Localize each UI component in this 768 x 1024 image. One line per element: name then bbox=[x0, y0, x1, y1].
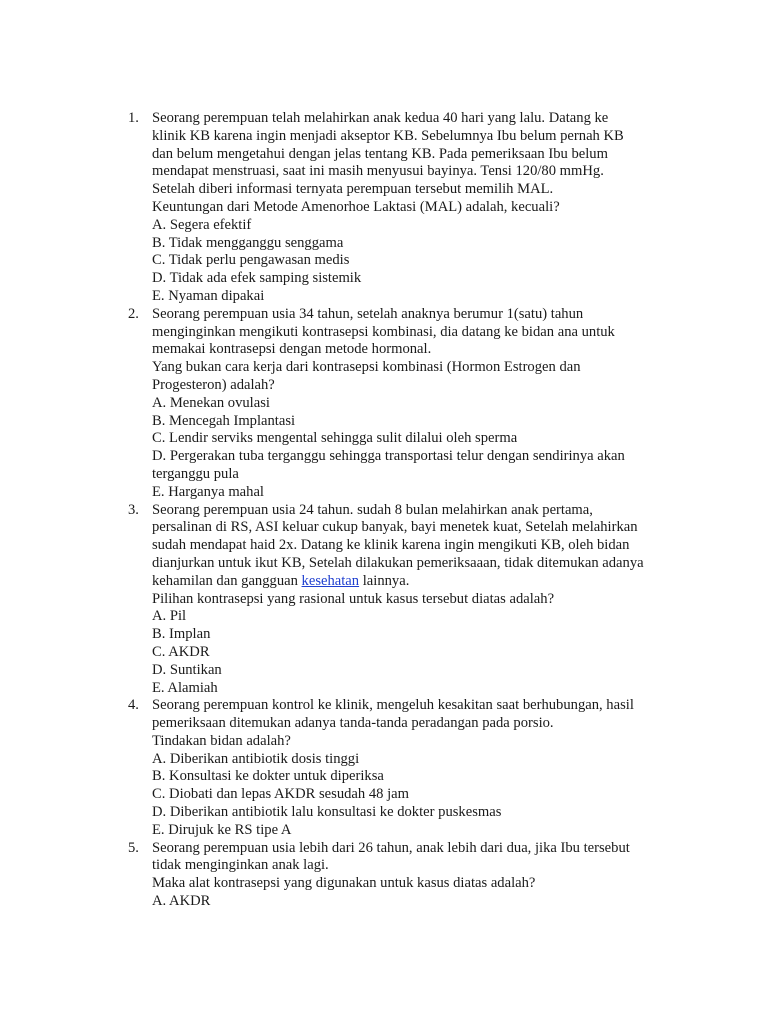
question-list bbox=[128, 110, 668, 911]
answer-option-e: E. Harganya mahal bbox=[152, 483, 264, 500]
answer-option-b: B. Tidak mengganggu senggama bbox=[152, 234, 344, 251]
question-text-line: Seorang perempuan kontrol ke klinik, mengeluh kesakitan saat berhubungan, hasil bbox=[152, 697, 634, 714]
question-prompt: Tindakan bidan adalah? bbox=[152, 732, 291, 749]
question-5 bbox=[128, 840, 668, 911]
answer-options bbox=[152, 893, 668, 911]
question-number: 4. bbox=[128, 697, 139, 714]
answer-option-c: C. Tidak perlu pengawasan medis bbox=[152, 252, 350, 269]
question-text-line: persalinan di RS, ASI keluar cukup banyak, bayi menetek kuat, Setelah melahirkan bbox=[152, 519, 638, 536]
question-prompt: Pilihan kontrasepsi yang rasional untuk kasus tersebut diatas adalah? bbox=[152, 590, 555, 607]
question-text-line: Seorang perempuan usia 24 tahun. sudah 8 bulan melahirkan anak pertama, bbox=[152, 501, 593, 518]
answer-option-a: A. Menekan ovulasi bbox=[152, 394, 270, 411]
answer-option-e: E. Nyaman dipakai bbox=[152, 287, 265, 304]
question-text-line: dianjurkan untuk ikut KB, Setelah dilakukan pemeriksaaan, tidak ditemukan adanya bbox=[152, 554, 644, 571]
answer-option-d: D. Tidak ada efek samping sistemik bbox=[152, 270, 362, 287]
question-text-line: Seorang perempuan telah melahirkan anak kedua 40 hari yang lalu. Datang ke bbox=[152, 110, 609, 126]
question-4 bbox=[128, 697, 668, 839]
answer-option-c: C. Lendir serviks mengental sehingga sulit dilalui oleh sperma bbox=[152, 430, 518, 447]
question-text-line: Seorang perempuan usia lebih dari 26 tahun, anak lebih dari dua, jika Ibu tersebut bbox=[152, 839, 630, 856]
question-prompt: Maka alat kontrasepsi yang digunakan untuk kasus diatas adalah? bbox=[152, 875, 536, 892]
answer-options bbox=[152, 395, 668, 502]
kesehatan-link[interactable]: kesehatan bbox=[301, 572, 360, 589]
link-line-before: kehamilan dan gangguan bbox=[152, 572, 302, 589]
answer-option-d: D. Suntikan bbox=[152, 661, 222, 678]
answer-option-e: E. Alamiah bbox=[152, 679, 218, 696]
answer-option-a: A. Pil bbox=[152, 608, 187, 625]
question-text-line: Seorang perempuan usia 34 tahun, setelah anaknya berumur 1(satu) tahun bbox=[152, 305, 584, 322]
question-prompt: Progesteron) adalah? bbox=[152, 376, 275, 393]
question-number: 5. bbox=[128, 839, 139, 856]
question-prompt: Yang bukan cara kerja dari kontrasepsi kombinasi (Hormon Estrogen dan bbox=[152, 359, 581, 376]
answer-option-a: A. Diberikan antibiotik dosis tinggi bbox=[152, 750, 360, 767]
question-text-line: Setelah diberi informasi ternyata perempuan tersebut memilih MAL. bbox=[152, 181, 554, 198]
question-text-line: mendapat menstruasi, saat ini masih menyusui bayinya. Tensi 120/80 mmHg. bbox=[152, 163, 604, 180]
question-text-line: dan belum mengetahui dengan jelas tentang KB. Pada pemeriksaan Ibu belum bbox=[152, 145, 608, 162]
answer-option-e: E. Dirujuk ke RS tipe A bbox=[152, 821, 292, 838]
question-text-line: tidak menginginkan anak lagi. bbox=[152, 857, 329, 874]
answer-option-b: B. Implan bbox=[152, 626, 211, 643]
answer-option-d-continued: terganggu pula bbox=[152, 465, 239, 482]
question-1 bbox=[128, 110, 668, 306]
question-text-line: memakai kontrasepsi dengan metode hormonal. bbox=[152, 341, 432, 358]
question-text-line: klinik KB karena ingin menjadi akseptor KB. Sebelumnya Ibu belum pernah KB bbox=[152, 127, 624, 144]
answer-option-d: D. Diberikan antibiotik lalu konsultasi ke dokter puskesmas bbox=[152, 804, 502, 821]
question-number: 2. bbox=[128, 305, 139, 322]
question-number: 3. bbox=[128, 501, 139, 518]
answer-option-c: C. AKDR bbox=[152, 643, 210, 660]
answer-options bbox=[152, 217, 668, 306]
question-text-line: menginginkan mengikuti kontrasepsi kombinasi, dia datang ke bidan ana untuk bbox=[152, 323, 615, 340]
question-number: 1. bbox=[128, 110, 139, 126]
answer-option-b: B. Konsultasi ke dokter untuk diperiksa bbox=[152, 768, 384, 785]
link-line-after: lainnya. bbox=[359, 572, 410, 589]
answer-options bbox=[152, 751, 668, 840]
question-text-line-with-link bbox=[152, 573, 668, 591]
question-text-line: sudah mendapat haid 2x. Datang ke klinik karena ingin mengikuti KB, oleh bidan bbox=[152, 537, 630, 554]
question-prompt: Keuntungan dari Metode Amenorhoe Laktasi (MAL) adalah, kecuali? bbox=[152, 198, 560, 215]
answer-option-d: D. Pergerakan tuba terganggu sehingga transportasi telur dengan sendirinya akan bbox=[152, 448, 625, 465]
answer-option-a: A. AKDR bbox=[152, 893, 211, 910]
question-2 bbox=[128, 306, 668, 502]
answer-options bbox=[152, 608, 668, 697]
question-3 bbox=[128, 502, 668, 698]
question-text-line: pemeriksaan ditemukan adanya tanda-tanda peradangan pada porsio. bbox=[152, 715, 554, 732]
answer-option-c: C. Diobati dan lepas AKDR sesudah 48 jam bbox=[152, 786, 409, 803]
answer-option-a: A. Segera efektif bbox=[152, 216, 252, 233]
answer-option-b: B. Mencegah Implantasi bbox=[152, 412, 296, 429]
